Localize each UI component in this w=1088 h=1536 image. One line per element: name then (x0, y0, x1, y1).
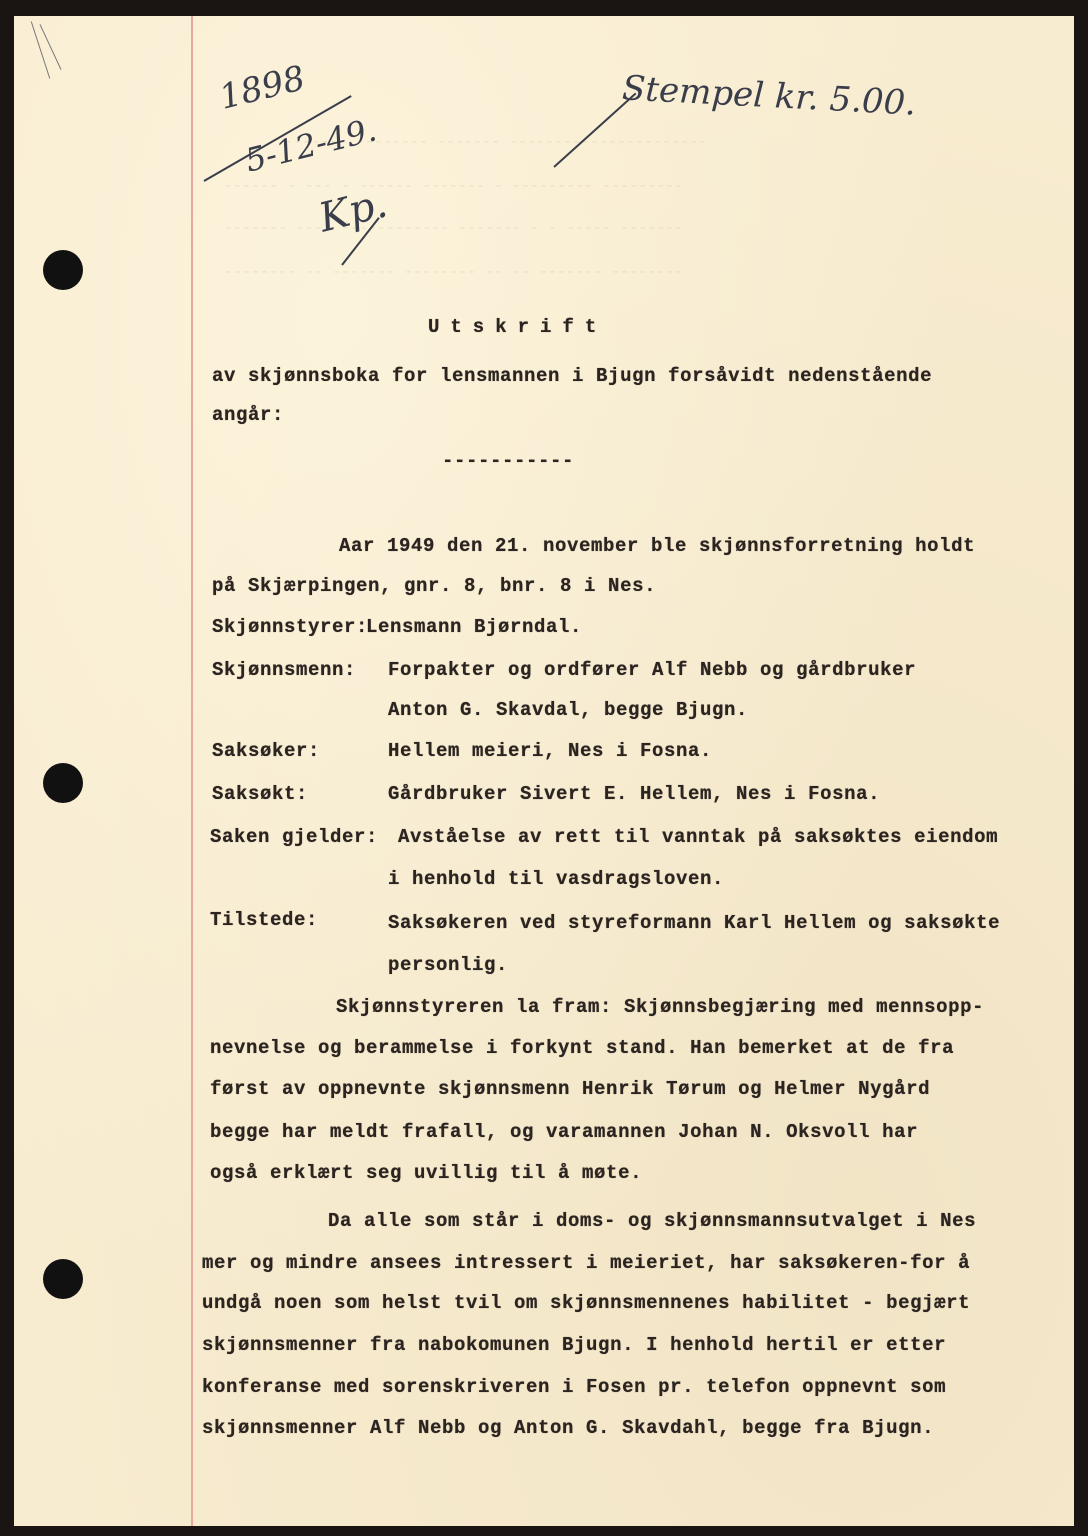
field-value: Lensmann Bjørndal. (366, 616, 583, 638)
field-label-saken-gjelder: Saken gjelder: (210, 826, 379, 848)
handwritten-date: 5-12-49. (241, 110, 381, 180)
paragraph-line: også erklært seg uvillig til å møte. (210, 1162, 643, 1184)
intro-line: angår: (212, 404, 285, 426)
paragraph-line: nevnelse og berammelse i forkynt stand. Han bemerket at de fra (210, 1037, 955, 1059)
field-value: Anton G. Skavdal, begge Bjugn. (388, 699, 749, 721)
paragraph-line: skjønnsmenner fra nabokomunen Bjugn. I henhold hertil er etter (202, 1334, 947, 1356)
field-value: i henhold til vasdragsloven. (388, 868, 725, 890)
document-page (14, 16, 1074, 1526)
field-label-saksoker: Saksøker: (212, 740, 321, 762)
punch-hole-top (43, 250, 83, 290)
margin-line (191, 16, 193, 1526)
field-value: Gårdbruker Sivert E. Hellem, Nes i Fosna. (388, 783, 881, 805)
paragraph-line: undgå noen som helst tvil om skjønnsmennenes habilitet - begjært (202, 1292, 971, 1314)
handwritten-initials: Kp. (314, 180, 392, 242)
paragraph-line: mer og mindre ansees intressert i meieriet, har saksøkeren-for å (202, 1252, 971, 1274)
opening-line: på Skjærpingen, gnr. 8, bnr. 8 i Nes. (212, 575, 657, 597)
opening-line: Aar 1949 den 21. november ble skjønnsforretning holdt (339, 535, 976, 557)
bleed-through-text: ------ - --- - ------ ------- - --------- --------- (224, 178, 684, 195)
field-value: Avståelse av rett til vanntak på saksøktes eiendom (398, 826, 999, 848)
paragraph-line: Da alle som står i doms- og skjønnsmannsutvalget i Nes (328, 1210, 977, 1232)
field-label-saksokt: Saksøkt: (212, 783, 309, 805)
paragraph-line: Skjønnstyreren la fram: Skjønnsbegjæring med mennsopp- (336, 996, 985, 1018)
paragraph-line: begge har meldt frafall, og varamannen Johan N. Oksvoll har (210, 1121, 919, 1143)
bleed-through-text: ------- -------- ------- ---------------------- (284, 134, 708, 151)
pencil-mark (31, 21, 50, 78)
document-title: Utskrift (428, 316, 608, 338)
paragraph-line: konferanse med sorenskriveren i Fosen pr. telefon oppnevnt som (202, 1376, 947, 1398)
punch-hole-bottom (43, 1259, 83, 1299)
field-label-skjonnstyrer: Skjønnstyrer: (212, 616, 369, 638)
paragraph-line: først av oppnevnte skjønnsmenn Henrik Tørum og Helmer Nygård (210, 1078, 931, 1100)
punch-hole-middle (43, 763, 83, 803)
bleed-through-text: -------- -- ------- -------- -- -- ------- -------- (224, 264, 684, 281)
field-value: Saksøkeren ved styreformann Karl Hellem og saksøkte (388, 912, 1001, 934)
pencil-mark (39, 24, 61, 70)
separator: ----------- (442, 450, 575, 472)
handwritten-number: 1898 (215, 58, 310, 118)
intro-line: av skjønnsboka for lensmannen i Bjugn forsåvidt nedenstående (212, 365, 933, 387)
bleed-through-text: ------- ---- ------------ ------- - - ----- ------- (224, 220, 684, 237)
stamp-fee-note: Stempel kr. 5.00. (621, 68, 917, 124)
field-label-tilstede: Tilstede: (210, 909, 319, 931)
field-value: Forpakter og ordfører Alf Nebb og gårdbruker (388, 659, 917, 681)
field-label-skjonnsmenn: Skjønnsmenn: (212, 659, 357, 681)
field-value: personlig. (388, 954, 509, 976)
field-value: Hellem meieri, Nes i Fosna. (388, 740, 713, 762)
paragraph-line: skjønnsmenner Alf Nebb og Anton G. Skavdahl, begge fra Bjugn. (202, 1417, 935, 1439)
